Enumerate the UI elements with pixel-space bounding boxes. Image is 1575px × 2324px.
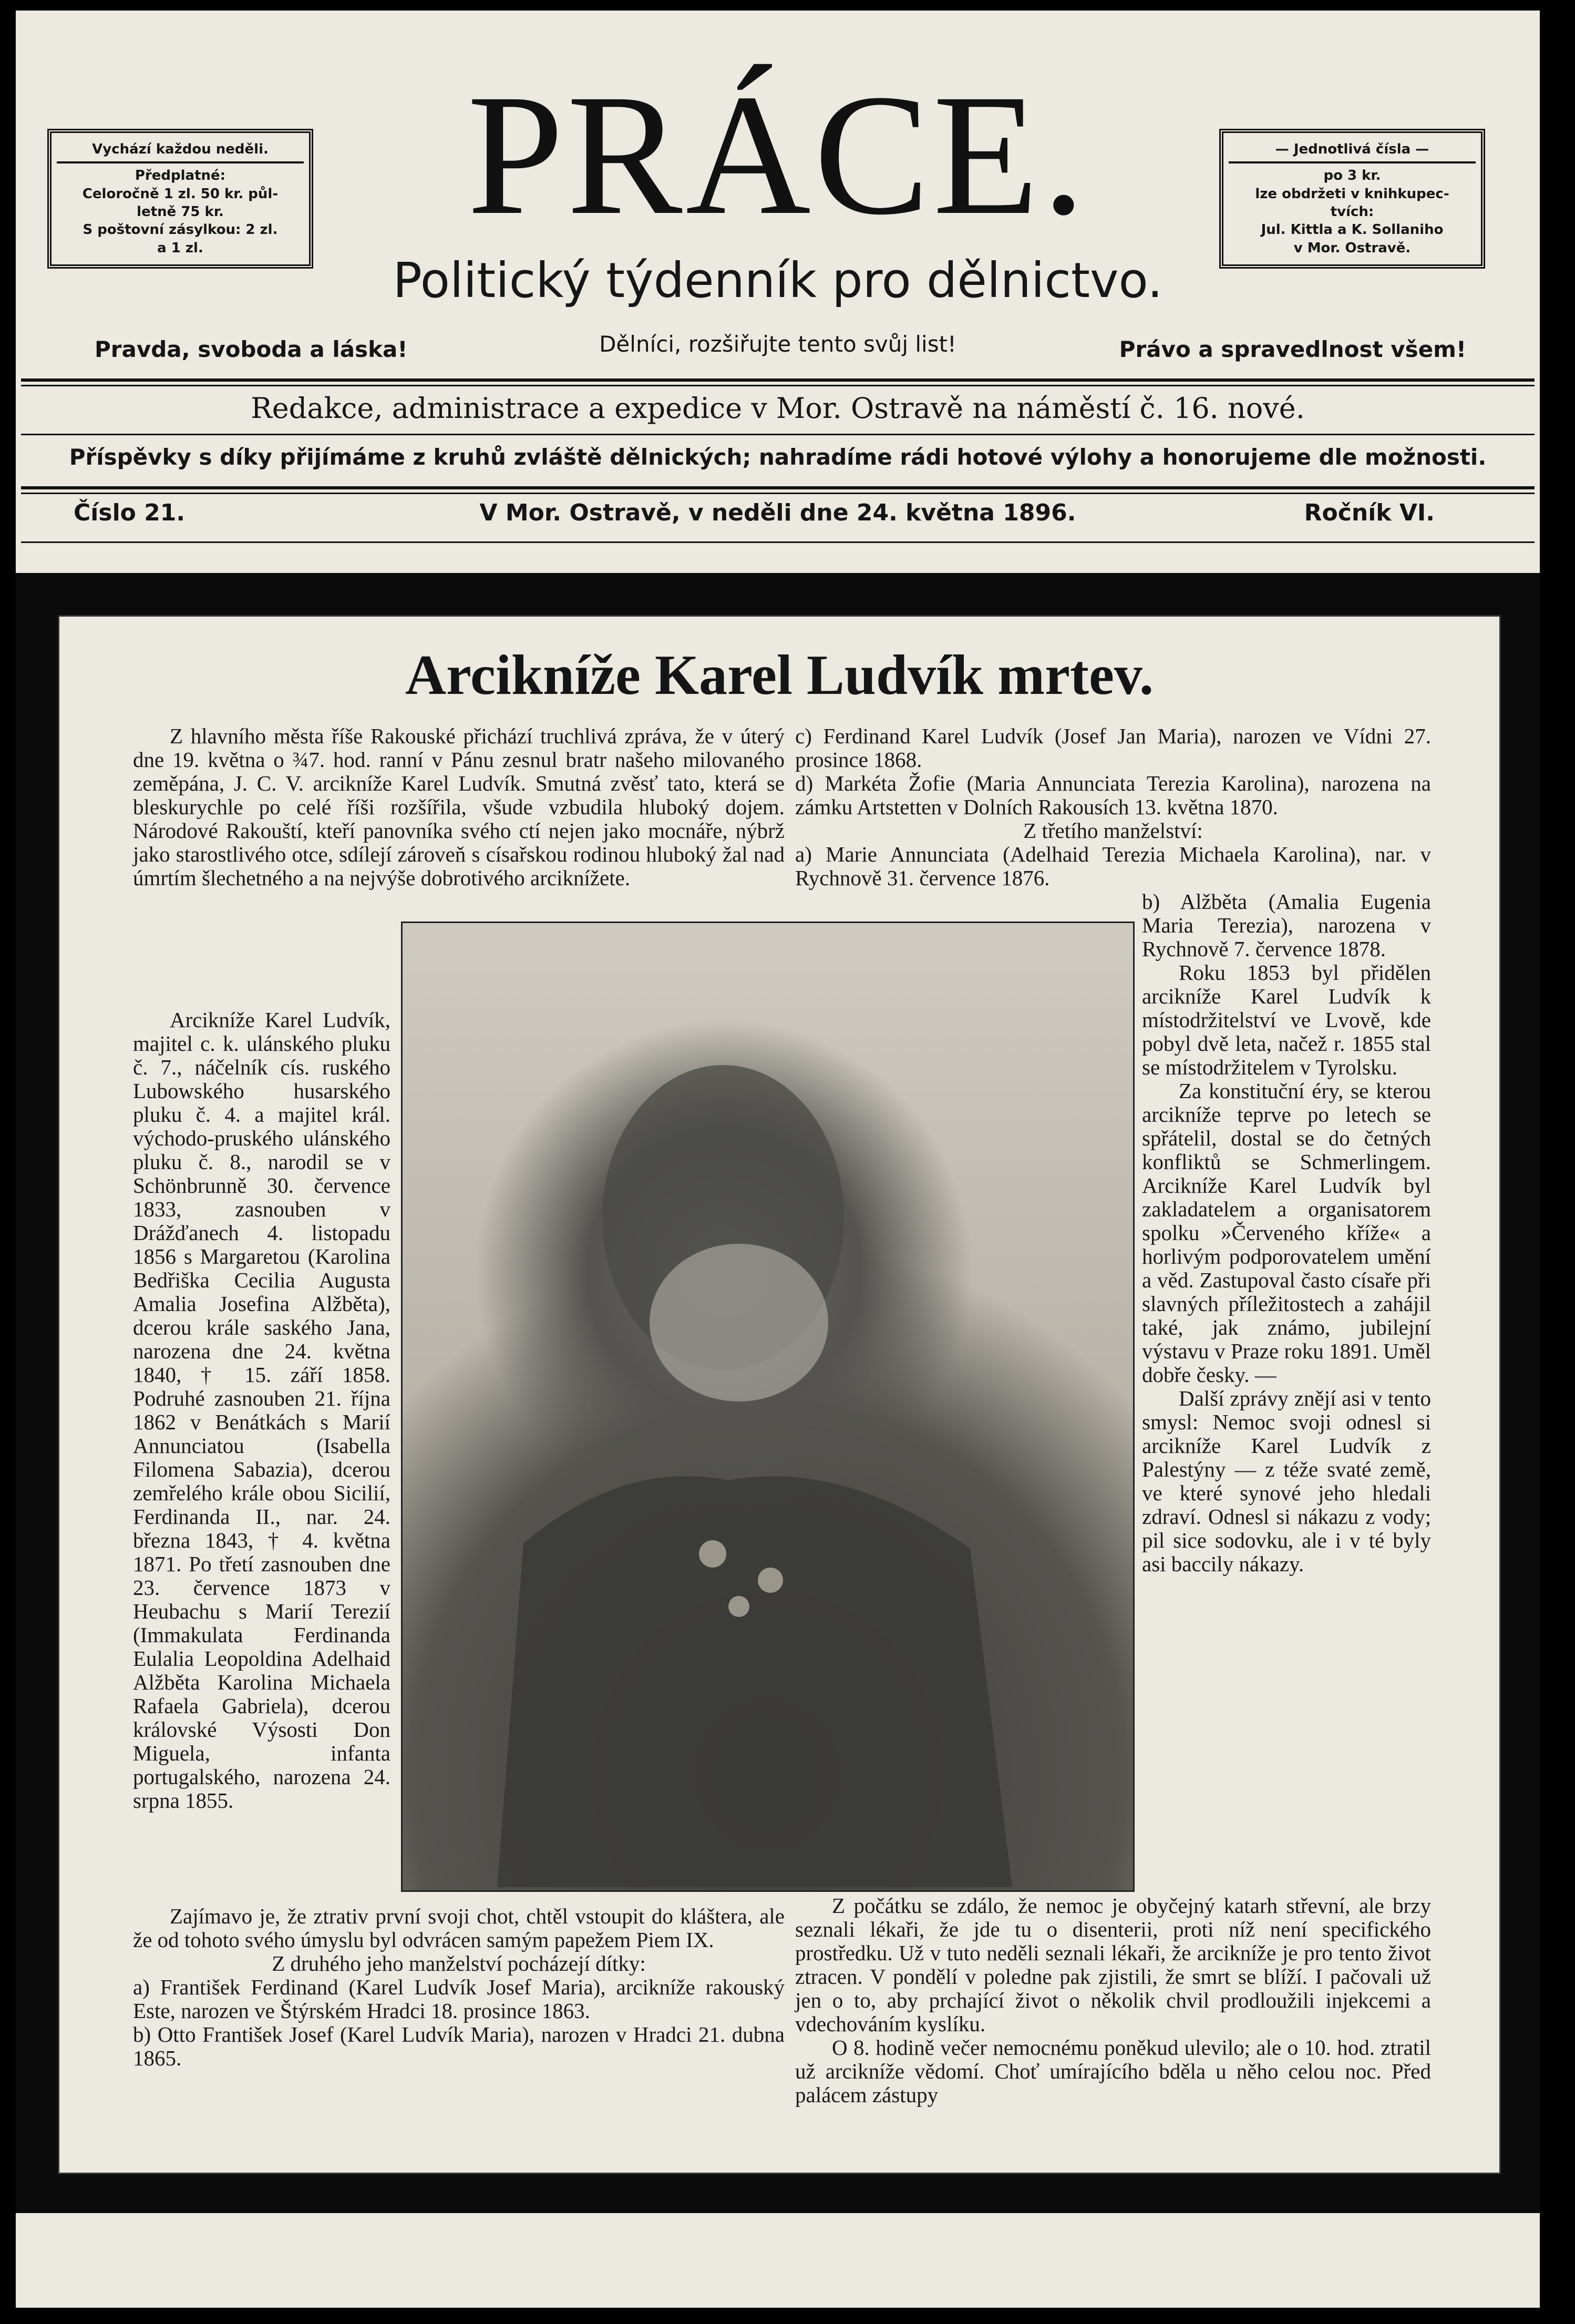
issue-number: Číslo 21.: [74, 499, 186, 526]
divider: [21, 378, 1535, 382]
slogan-center: Dělníci, rozšiřujte tento svůj list!: [599, 331, 956, 357]
contributions-notice: Příspěvky s díky přijímáme z kruhů zvláště dělnických; nahradíme rádi hotové výlohy a honorujeme dle možnosti.: [69, 444, 1487, 470]
subscription-line: Předplatné:: [135, 168, 226, 184]
article-right-top: [795, 724, 1431, 890]
article-paragraph: Arcikníže Karel Ludvík, majitel c. k. ulánského pluku č. 7., náčelník cís. ruského Lubowského husarského pluku č. 4. a majitel král. východo-pruského ulánského pluku č. 8., narodil se v Schönbrunně 30. července 1833, zasnouben v Drážďanech 4. listopadu 1856 s Margaretou (Karolina Bedřiška Cecilia Augusta Amalia Josefina Alžběta), dcerou krále saského Jana, narozena dne 24. května 1840, † 15. září 1858. Podruhé zasnouben 21. října 1862 v Benátkách s Marií Annunciatou (Isabella Filomena Sabazia), dcerou zemřelého krále obou Sicilií, Ferdinanda II., nar. 24. března 1843, † 4. května 1871. Po třetí zasnouben dne 23. července 1873 v Heubachu s Marií Terezií (Immakulata Ferdinanda Eulalia Leopoldina Adelhaid Alžběta Karolina Michaela Rafaela Gabriela), dcerou královské Výsosti Don Miguela, infanta portugalského, narozena 24. srpna 1855.: [133, 1008, 390, 1813]
slogan-left: Pravda, svoboda a láska!: [95, 336, 408, 362]
article-paragraph: Zajímavo je, že ztrativ první svoji chot, chtěl vstoupit do kláštera, ale že od tohoto svého úmyslu byl odvrácen samým papežem Piem IX.: [133, 1904, 785, 1952]
subscription-line: S poštovní zásylkou: 2 zl.: [83, 222, 278, 238]
volume: Ročník VI.: [1304, 499, 1435, 526]
article-paragraph: Další zprávy znějí asi v tento smysl: Nemoc svoji odnesl si arcikníže Karel Ludvík z Palestýny — z téže svaté země, ve které synové jeho hledali zdraví. Odnesl si nákazu z vody; pil sice sodovku, ale i v té byly asi baccily nákazy.: [1142, 1386, 1431, 1576]
subscription-line: Vychází každou neděli.: [92, 141, 269, 157]
mourning-frame: [16, 573, 1540, 2213]
subscription-line: letně 75 kr.: [137, 203, 224, 220]
portrait-silhouette: [403, 923, 1130, 1887]
child-item: a) František Ferdinand (Karel Ludvík Josef Maria), arcikníže rakouský Este, narozen ve Štýrském Hradci 18. prosince 1863.: [133, 1975, 785, 2023]
third-marriage-heading: Z třetího manželství:: [1023, 818, 1203, 843]
article-right-lower: [795, 1894, 1431, 2107]
article-paragraph: Z počátku se zdálo, že nemoc je obyčejný katarh střevní, ale brzy seznali lékaři, že jde tu o disenterii, proti níž není specifického prostředku. Už v tuto neděli seznali lékaři, že arcikníže je pro tento život ztracen. V pondělí v poledne pak zjistili, že smrt se blíží. I pačovali už jen o to, aby prchající život o několik chvil prodloužili injekcemi a vdechováním kyslíku.: [795, 1893, 1431, 2036]
subscription-line: a 1 zl.: [157, 240, 203, 256]
article-paragraph: Roku 1853 byl přidělen arcikníže Karel Ludvík k místodržitelství ve Lvově, kde pobyl dvě leta, načež r. 1855 stal se místodržitelem v Tyrolsku.: [1142, 960, 1431, 1079]
child-item: d) Markéta Žofie (Maria Annunciata Terezia Karolina), narozena na zámku Artstetten v Dolních Rakousích 13. května 1870.: [795, 771, 1431, 819]
divider: [21, 493, 1535, 494]
article-left-column: [133, 724, 785, 890]
subscription-line: Celoročně 1 zl. 50 kr. půl-: [82, 186, 279, 202]
slogan-right: Právo a spravedlnost všem!: [1119, 336, 1466, 362]
office-line: Redakce, administrace a expedice v Mor. Ostravě na náměstí č. 16. nové.: [251, 392, 1305, 425]
article-left-narrow-column: [133, 1008, 390, 1813]
article-left-lower: [133, 1905, 785, 2070]
divider: [21, 541, 1535, 543]
child-item: c) Ferdinand Karel Ludvík (Josef Jan Maria), narozen ve Vídni 27. prosince 1868.: [795, 724, 1431, 772]
newspaper-page: [16, 11, 1540, 2308]
issue-date: V Mor. Ostravě, v neděli dne 24. května 1896.: [479, 499, 1076, 526]
article-paragraph: Z hlavního města říše Rakouské přichází truchlivá zpráva, že v úterý dne 19. května o ¾7. hod. ranní v Pánu zesnul bratr našeho milovaného zeměpána, J. C. V. arcikníže Karel Ludvík. Smutná zvěsť tato, která se bleskurychle po celé říši rozšířila, všude vzbudila hluboký dojem. Národové Rakouští, kteří panovníka svého ctí nejen jako mocnáře, nýbrž jako starostlivého otce, sdílejí zároveň s císařskou rodinou hluboký žal nad úmrtím šlechetného a na nejvýše dobrotivého arciknížete.: [133, 724, 785, 890]
article-headline: Arcikníže Karel Ludvík mrtev.: [405, 644, 1154, 707]
article-paragraph: Za konstituční éry, se kterou arcikníže teprve po letech se spřátelil, dostal se do četných konfliktů se Schmerlingem. Arcikníže Karel Ludvík byl zakladatelem a organisatorem spolku »Červeného kříže« a horlivým podporovatelem umění a věd. Zastupoval často císaře při slavných příležitostech a zahájil také, jak známo, jubilejní výstavu v Praze roku 1891. Uměl dobře česky. —: [1142, 1079, 1431, 1387]
child-item: b) Alžběta (Amalia Eugenia Maria Terezia), narozena v Rychnově 7. července 1878.: [1142, 889, 1431, 961]
second-marriage-heading: Z druhého jeho manželství pocházejí dítky:: [272, 1951, 646, 1975]
child-item: b) Otto František Josef (Karel Ludvík Maria), narozen v Hradci 21. dubna 1865.: [133, 2022, 785, 2070]
single-copy-line: po 3 kr.: [1323, 168, 1381, 184]
archduke-portrait-photo: [401, 922, 1135, 1892]
article-right-narrow-column: [1142, 890, 1431, 1576]
article-area: [58, 615, 1501, 2174]
single-copy-line: tvích:: [1330, 203, 1374, 220]
divider: [21, 486, 1535, 489]
newspaper-title: PRÁCE.: [467, 59, 1089, 251]
newspaper-subtitle: Politický týdenník pro dělnictvo.: [393, 252, 1163, 309]
child-item: a) Marie Annunciata (Adelhaid Terezia Michaela Karolina), nar. v Rychnově 31. července 1876.: [795, 842, 1431, 890]
divider: [21, 385, 1535, 386]
single-copy-line: lze obdržeti v knihkupec-: [1255, 186, 1449, 202]
divider: [21, 434, 1535, 435]
single-copy-line: — Jednotlivá čísla —: [1275, 141, 1429, 157]
single-copy-line: Jul. Kittla a K. Sollaniho: [1261, 222, 1444, 238]
article-paragraph: O 8. hodině večer nemocnému poněkud ulevilo; ale o 10. hod. ztratil už arcikníže vědomí. Choť umírajícího bděla u něho celou noc. Před palácem zástupy: [795, 2035, 1431, 2107]
single-copy-line: v Mor. Ostravě.: [1293, 240, 1411, 256]
